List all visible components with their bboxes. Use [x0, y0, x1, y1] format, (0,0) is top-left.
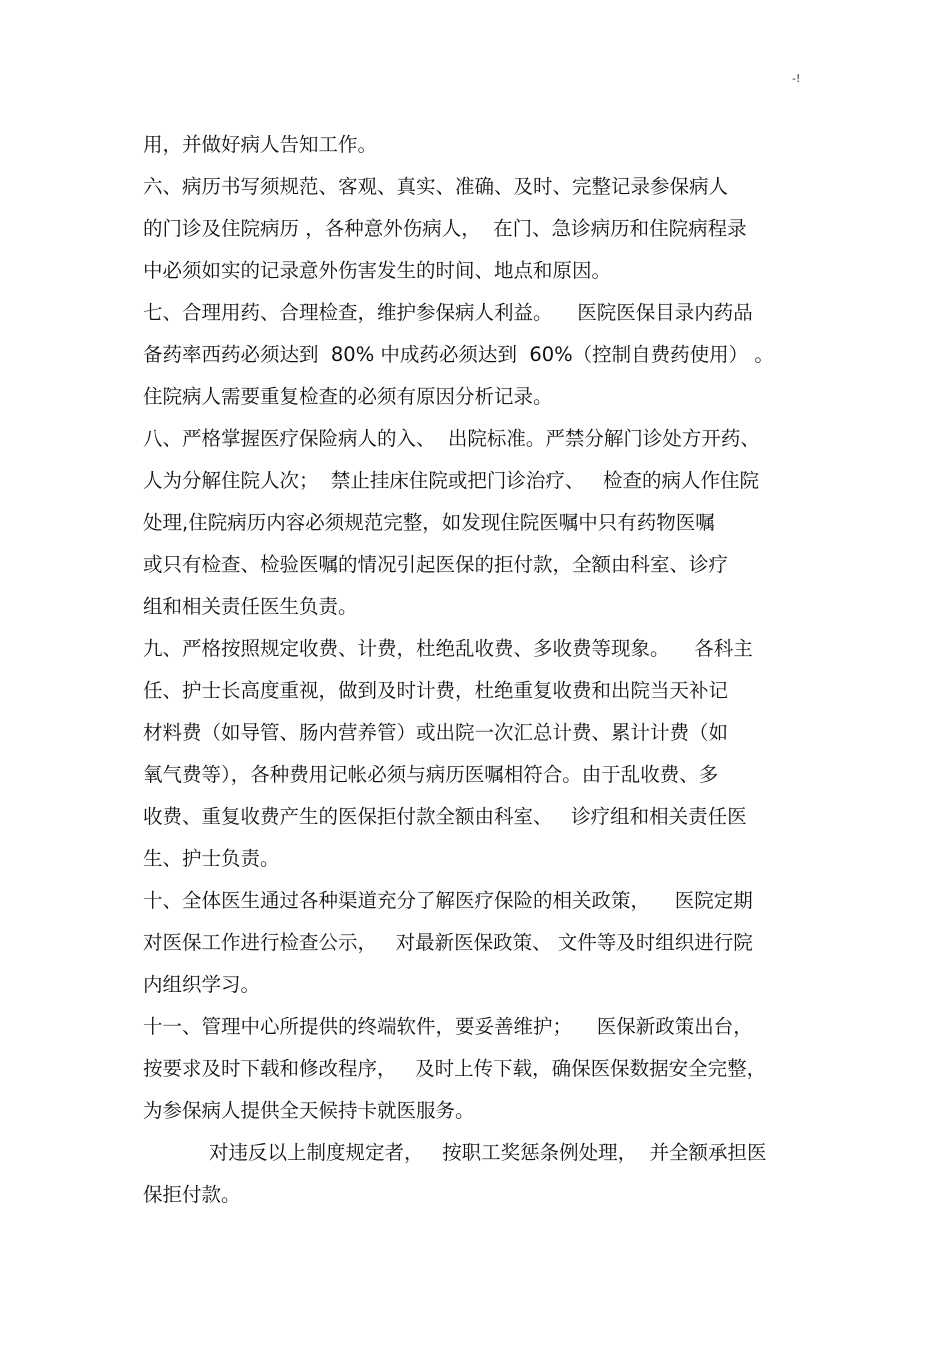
text-line: 十一、管理中心所提供的终端软件，要妥善维护； 医保新政策出台， — [143, 1015, 753, 1038]
text-line: 九、严格按照规定收费、计费，杜绝乱收费、多收费等现象。 各科主 — [143, 637, 753, 660]
text-line: 六、病历书写须规范、客观、真实、准确、及时、完整记录参保病人 — [143, 175, 729, 198]
text-line: 用，并做好病人告知工作。 — [143, 133, 378, 156]
text-line: 七、合理用药、合理检查，维护参保病人利益。 医院医保目录内药品 — [143, 301, 753, 324]
text-line: 处理,住院病历内容必须规范完整，如发现住院医嘱中只有药物医嘱 — [143, 511, 715, 534]
document-body — [143, 124, 823, 1216]
text-line: 对违反以上制度规定者， 按职工奖惩条例处理， 并全额承担医 — [209, 1141, 767, 1164]
text-line: 的门诊及住院病历 ，各种意外伤病人， 在门、急诊病历和住院病程录 — [143, 217, 747, 240]
page-mark: -! — [792, 72, 801, 85]
text-line: 材料费（如导管、肠内营养管）或出院一次汇总计费、累计计费（如 — [143, 721, 729, 744]
text-line: 内组织学习。 — [143, 973, 261, 996]
text-line: 人为分解住院人次； 禁止挂床住院或把门诊治疗、 检查的病人作住院 — [143, 469, 759, 492]
text-line: 保拒付款。 — [143, 1183, 241, 1206]
text-line: 八、严格掌握医疗保险病人的入、 出院标准。严禁分解门诊处方开药、 — [143, 427, 760, 450]
text-line: 备药率西药必须达到 80% 中成药必须达到 60%（控制自费药使用） 。 — [143, 343, 774, 366]
text-line: 住院病人需要重复检查的必须有原因分析记录。 — [143, 385, 553, 408]
text-line: 氧气费等），各种费用记帐必须与病历医嘱相符合。由于乱收费、多 — [143, 763, 719, 786]
text-line: 组和相关责任医生负责。 — [143, 595, 358, 618]
text-line: 中必须如实的记录意外伤害发生的时间、地点和原因。 — [143, 259, 612, 282]
text-line: 生、护士负责。 — [143, 847, 280, 870]
text-line: 任、护士长高度重视，做到及时计费，杜绝重复收费和出院当天补记 — [143, 679, 729, 702]
text-line: 对医保工作进行检查公示， 对最新医保政策、 文件等及时组织进行院 — [143, 931, 753, 954]
text-line: 十、全体医生通过各种渠道充分了解医疗保险的相关政策， 医院定期 — [143, 889, 753, 912]
text-line: 收费、重复收费产生的医保拒付款全额由科室、 诊疗组和相关责任医 — [143, 805, 747, 828]
text-line: 按要求及时下载和修改程序， 及时上传下载，确保医保数据安全完整， — [143, 1057, 767, 1080]
text-line: 为参保病人提供全天候持卡就医服务。 — [143, 1099, 475, 1122]
text-line: 或只有检查、检验医嘱的情况引起医保的拒付款，全额由科室、诊疗 — [143, 553, 729, 576]
